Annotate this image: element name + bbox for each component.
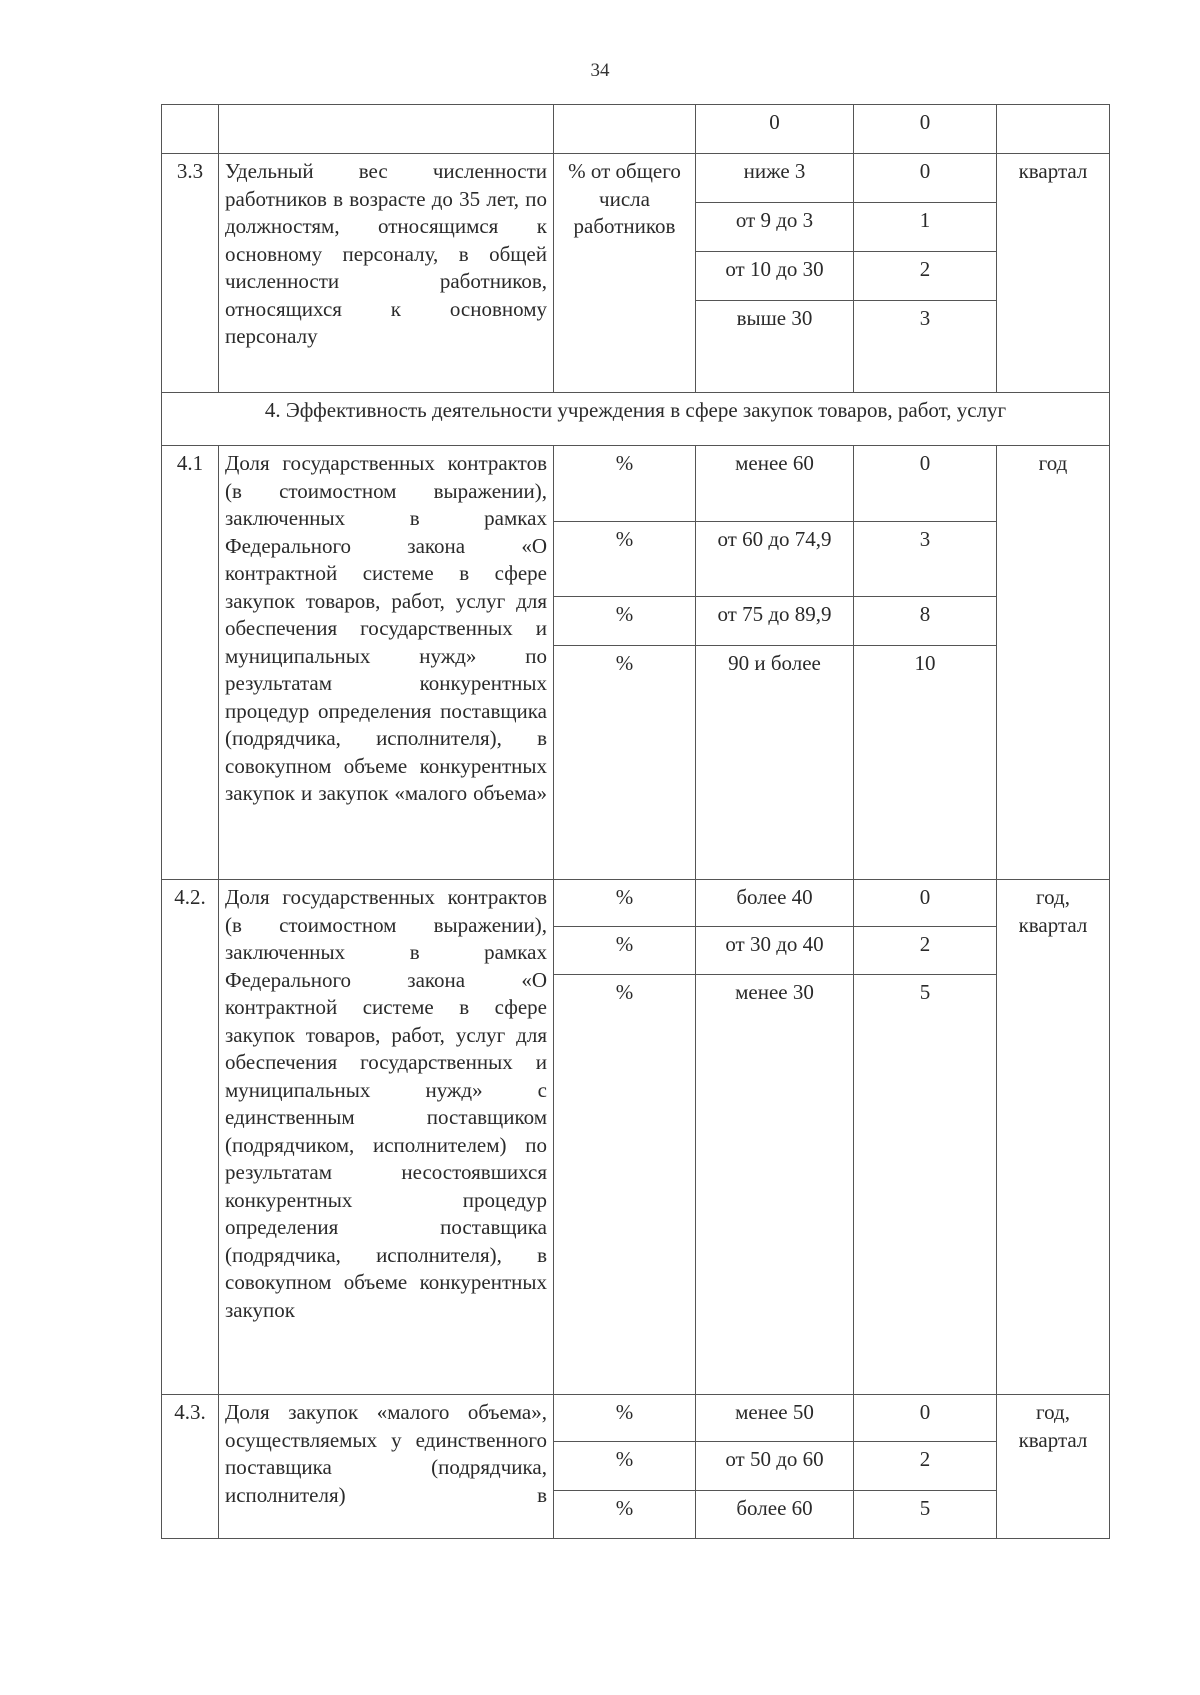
indicator-text: Доля закупок «малого объема», осуществляемых у единственного поставщика (подрядчика, исполнителя) в bbox=[219, 1395, 554, 1539]
criterion-value: выше 30 bbox=[696, 301, 854, 393]
criterion-score: 0 bbox=[854, 446, 997, 522]
criterion-value: от 30 до 40 bbox=[696, 927, 854, 975]
criterion-value: менее 50 bbox=[696, 1395, 854, 1442]
criterion-unit: % bbox=[554, 1395, 696, 1442]
indicator-text: Доля государственных контрактов (в стоимостном выражении), заключенных в рамках Федерального закона «О контрактной системе в сфере закупок товаров, работ, услуг для обеспечения государственных и муниципальных нужд» с единственным поставщиком (подрядчиком, исполнителем) по результатам несостоявшихся конкурентных процедур определения поставщика (подрядчика, исполнителя), в совокупном объеме конкурентных закупок bbox=[219, 880, 554, 1395]
table-row-4-2 bbox=[162, 880, 1110, 927]
criterion-value: менее 60 bbox=[696, 446, 854, 522]
period-text: год bbox=[997, 446, 1110, 880]
row-number: 4.3. bbox=[162, 1395, 219, 1539]
criterion-value: от 9 до 3 bbox=[696, 203, 854, 252]
criterion-score: 2 bbox=[854, 1442, 997, 1491]
criterion-score: 10 bbox=[854, 646, 997, 880]
criterion-unit: % bbox=[554, 522, 696, 597]
criterion-unit: % bbox=[554, 975, 696, 1395]
criterion-value: от 50 до 60 bbox=[696, 1442, 854, 1491]
row-number: 3.3 bbox=[162, 154, 219, 393]
criterion-score: 0 bbox=[854, 880, 997, 927]
criterion-value: менее 30 bbox=[696, 975, 854, 1395]
criterion-score: 0 bbox=[854, 1395, 997, 1442]
table-row-4-3 bbox=[162, 1395, 1110, 1442]
criterion-score: 0 bbox=[854, 154, 997, 203]
criterion-unit: % bbox=[554, 1442, 696, 1491]
table-row-3-3 bbox=[162, 154, 1110, 203]
criterion-unit: % bbox=[554, 927, 696, 975]
criterion-unit: % bbox=[554, 646, 696, 880]
criterion-score: 8 bbox=[854, 597, 997, 646]
period-cell bbox=[997, 105, 1110, 154]
section-heading: 4. Эффективность деятельности учреждения в сфере закупок товаров, работ, услуг bbox=[162, 393, 1110, 446]
criterion-unit: % bbox=[554, 1491, 696, 1539]
criterion-value: от 60 до 74,9 bbox=[696, 522, 854, 597]
table-row-4-1 bbox=[162, 446, 1110, 522]
period-text: квартал bbox=[997, 154, 1110, 393]
criterion-score: 2 bbox=[854, 927, 997, 975]
criterion-unit: % bbox=[554, 597, 696, 646]
criterion-score: 5 bbox=[854, 975, 997, 1395]
value-cell: 0 bbox=[696, 105, 854, 154]
indicator-cell bbox=[219, 105, 554, 154]
criterion-score: 2 bbox=[854, 252, 997, 301]
criterion-value: более 60 bbox=[696, 1491, 854, 1539]
row-number: 4.1 bbox=[162, 446, 219, 880]
num-cell bbox=[162, 105, 219, 154]
page-number: 34 bbox=[590, 60, 610, 81]
score-cell: 0 bbox=[854, 105, 997, 154]
criteria-table bbox=[161, 104, 1110, 1539]
period-text: год, квартал bbox=[997, 880, 1110, 1395]
indicator-text: Удельный вес численности работников в возрасте до 35 лет, по должностям, относящимся к основному персоналу, в общей численности работников, относящихся к основному персоналу bbox=[219, 154, 554, 393]
period-text: год, квартал bbox=[997, 1395, 1110, 1539]
criterion-value: ниже 3 bbox=[696, 154, 854, 203]
criterion-unit: % bbox=[554, 446, 696, 522]
criterion-score: 5 bbox=[854, 1491, 997, 1539]
section-heading-row bbox=[162, 393, 1110, 446]
criterion-value: от 10 до 30 bbox=[696, 252, 854, 301]
criterion-score: 1 bbox=[854, 203, 997, 252]
row-number: 4.2. bbox=[162, 880, 219, 1395]
criterion-unit: % bbox=[554, 880, 696, 927]
criterion-value: от 75 до 89,9 bbox=[696, 597, 854, 646]
indicator-text: Доля государственных контрактов (в стоимостном выражении), заключенных в рамках Федерального закона «О контрактной системе в сфере закупок товаров, работ, услуг для обеспечения государственных и муниципальных нужд» по результатам конкурентных процедур определения поставщика (подрядчика, исполнителя), в совокупном объеме конкурентных закупок и закупок «малого объема» bbox=[219, 446, 554, 880]
table-row-continuation bbox=[162, 105, 1110, 154]
criterion-score: 3 bbox=[854, 522, 997, 597]
unit-text: % от общего числа работников bbox=[554, 154, 696, 393]
unit-cell bbox=[554, 105, 696, 154]
criterion-score: 3 bbox=[854, 301, 997, 393]
criterion-value: 90 и более bbox=[696, 646, 854, 880]
criterion-value: более 40 bbox=[696, 880, 854, 927]
